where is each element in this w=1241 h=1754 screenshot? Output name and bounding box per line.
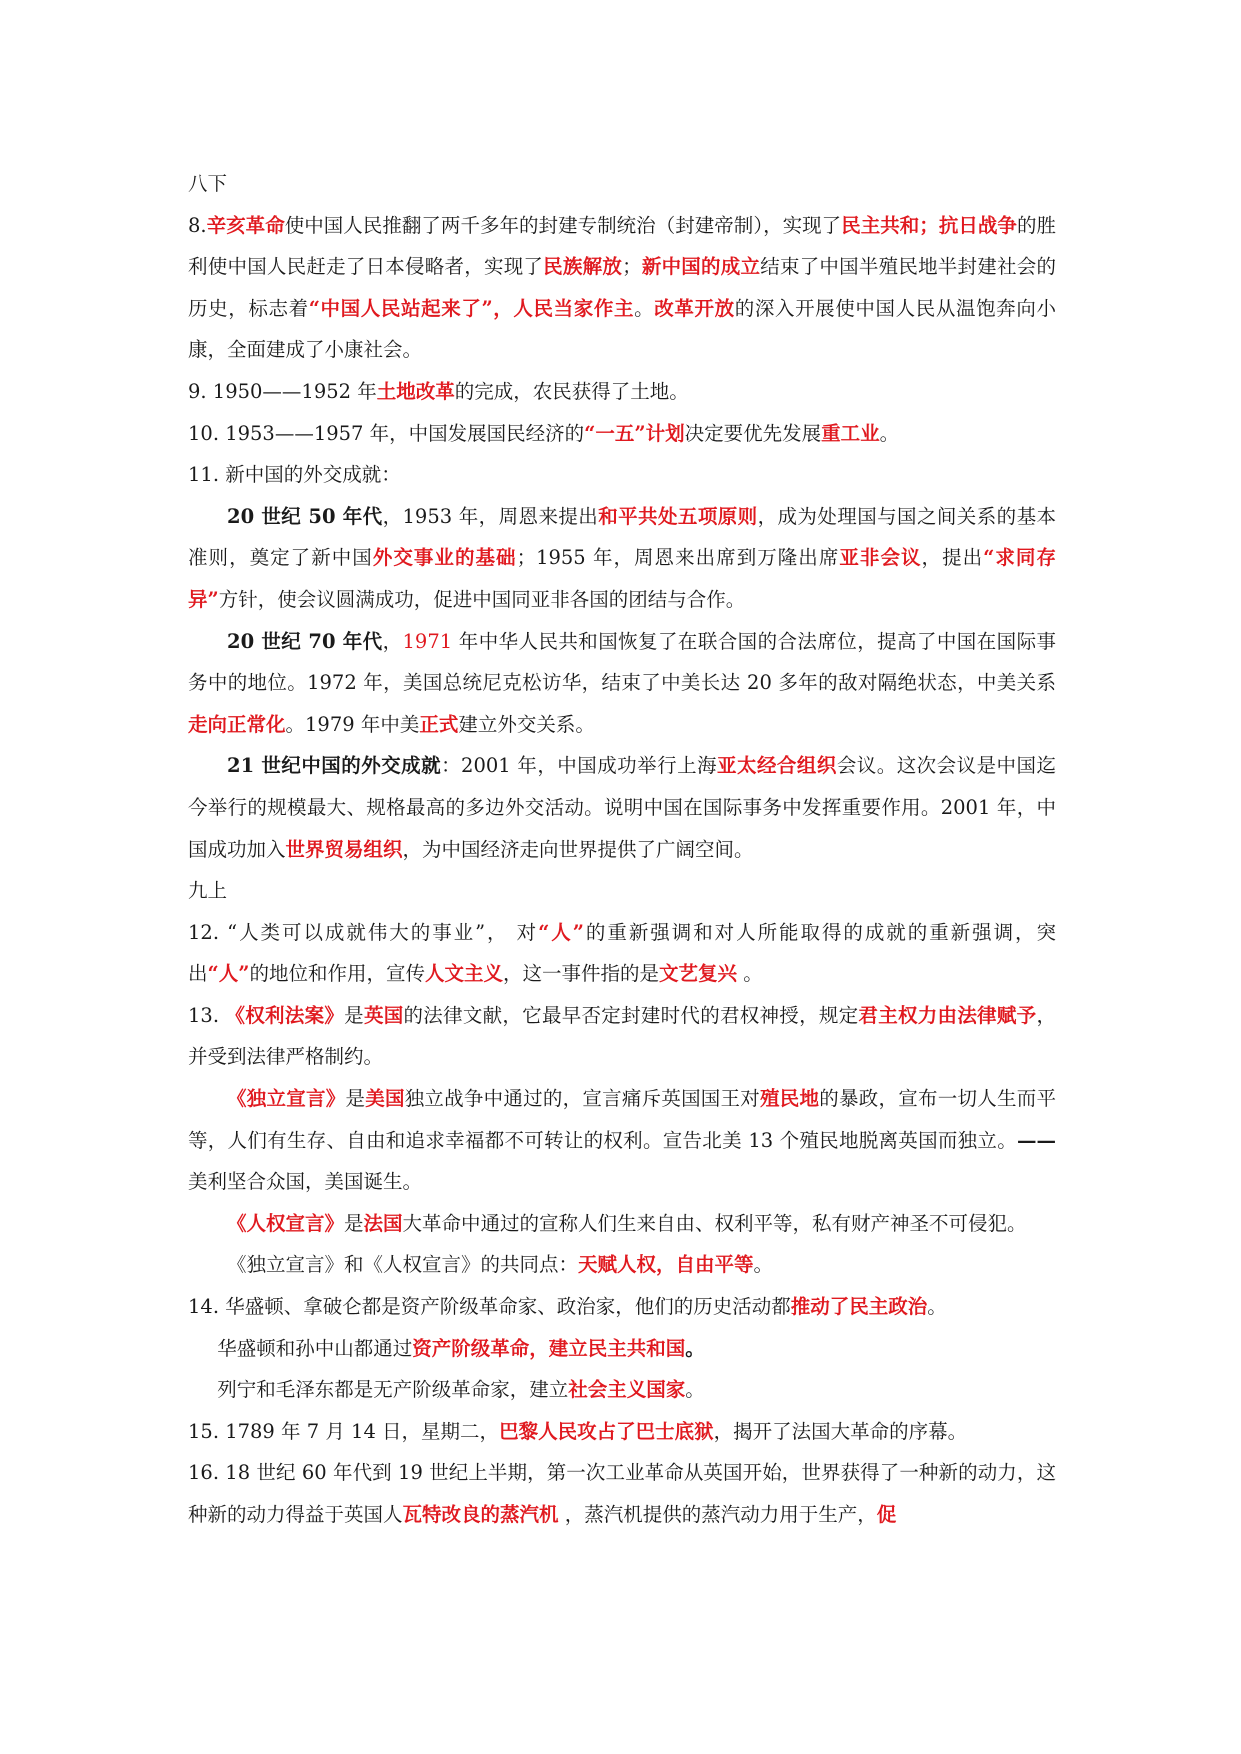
highlight-text: 重工业: [821, 421, 880, 445]
text-run: 。: [685, 1336, 705, 1360]
text-run: 年中华人民共和国恢复了在联合国的合法席位，提高了中国在国际事务中的地位。1972 年，美国总统尼克松访华，结束了中美长达 20 多年的敌对隔绝状态，中美关系: [188, 629, 1056, 695]
text-run: 会议。这次会议是中国迄今举行的规模最大、规格最高的多边外交活动。说明中国在国际事务中发挥重要作用。2001 年，中国成功加入: [188, 754, 1056, 861]
item-13-rights-of-man: [188, 1203, 1056, 1245]
text-run: ；1955 年，周恩来出席到万隆出席: [516, 546, 840, 570]
text-run: 。1979 年中美: [285, 712, 420, 736]
highlight-text: 推动了民主政治: [790, 1295, 928, 1319]
highlight-text: 土地改革: [376, 379, 455, 403]
text-run: 的法律文献，它最早否定封建时代的君权神授，规定: [403, 1003, 859, 1027]
highlight-text: 促: [876, 1503, 897, 1526]
text-run: ，为中国经济走向世界提供了广阔空间。: [402, 837, 754, 861]
text-run: 八下: [188, 172, 228, 195]
highlight-text: 英国: [363, 1003, 404, 1027]
text-run: 11. 新中国的外交成就：: [188, 463, 401, 487]
highlight-text: “一五”计划: [584, 421, 685, 445]
text-run: 20 世纪 50 年代: [227, 504, 383, 528]
text-run: ，揭开了法国大革命的序幕。: [713, 1419, 968, 1443]
item-10: [188, 413, 1056, 455]
item-11: [188, 454, 1056, 496]
text-run: 14. 华盛顿、拿破仑都是资产阶级革命家、政治家，他们的历史活动都: [188, 1295, 791, 1319]
highlight-text: 1971: [402, 629, 453, 653]
highlight-text: 君主权力由法律赋予: [858, 1003, 1037, 1027]
highlight-text: 殖民地: [760, 1087, 820, 1111]
highlight-text: 世界贸易组织: [285, 837, 403, 861]
text-run: 《独立宣言》和《人权宣言》的共同点：: [227, 1253, 579, 1277]
text-run: 。: [685, 1378, 705, 1402]
item-16: [188, 1452, 1056, 1535]
highlight-text: 文艺复兴: [659, 962, 738, 986]
text-run: 。: [879, 421, 900, 445]
text-run: 的胜利使中国人民赶走了日本侵略者，实现了: [188, 213, 1056, 279]
item-15: [188, 1411, 1056, 1453]
highlight-text: 社会主义国家: [568, 1378, 686, 1402]
text-run: 独立战争中通过的，宣言痛斥英国国王对: [404, 1087, 761, 1111]
item-11-21c: [188, 745, 1056, 870]
item-8: [188, 205, 1056, 371]
highlight-text: 新中国的成立: [641, 255, 761, 279]
highlight-text: 民主共和；抗日战争: [841, 213, 1017, 237]
text-run: ，并受到法律严格制约。: [188, 1003, 1056, 1069]
text-run: 21 世纪中国的外交成就: [227, 754, 442, 778]
item-12: [188, 912, 1056, 995]
text-run: 的重新强调和对人所能取得的成就的重新强调，突出: [188, 920, 1056, 986]
highlight-text: “人”: [207, 962, 250, 986]
text-run: 。: [737, 962, 763, 986]
text-run: 大革命中通过的宣称人们生来自由、权利平等，私有财产神圣不可侵犯。: [402, 1211, 1027, 1235]
highlight-text: 亚非会议: [839, 546, 922, 570]
item-11-70s: [188, 621, 1056, 746]
text-run: 12. “人类可以成就伟大的事业”， 对: [188, 920, 539, 944]
text-run: 20 世纪 70 年代: [227, 629, 383, 653]
text-run: 的地位和作用，宣传: [249, 962, 425, 986]
highlight-text: 巴黎人民攻占了巴士底狱: [499, 1419, 714, 1443]
item-14: [188, 1286, 1056, 1328]
text-run: ，这一事件指的是: [502, 962, 659, 986]
text-run: 16. 18 世纪 60 年代到 19 世纪上半期，第一次工业革命从英国开始，世界获得了一种新的动力，这种新的动力得益于英国人: [188, 1461, 1056, 1526]
item-13-common: [188, 1244, 1056, 1286]
item-14-lenin: [188, 1369, 1056, 1411]
text-run: 华盛顿和孙中山都通过: [217, 1336, 413, 1360]
text-run: 美利坚合众国，美国诞生。: [188, 1170, 423, 1194]
text-run: 13.: [188, 1003, 226, 1027]
text-run: 的完成，农民获得了土地。: [454, 379, 689, 403]
text-run: 方针，使会议圆满成功，促进中国同亚非各国的团结与合作。: [218, 587, 746, 611]
text-run: 10. 1953——1957 年，中国发展国民经济的: [188, 421, 585, 445]
text-run: ，成为处理国与国之间关系的基本准则，奠定了新中国: [188, 504, 1056, 570]
highlight-text: 和平共处五项原则: [598, 504, 758, 528]
highlight-text: “求同存异”: [188, 546, 1056, 611]
text-run: 结束了中国半殖民地半封建社会的历史，标志着: [188, 255, 1056, 320]
heading-jiushang: [188, 870, 1056, 912]
highlight-text: 《权利法案》: [225, 1003, 345, 1027]
text-run: 。: [634, 296, 655, 320]
highlight-text: 民族解放: [543, 255, 623, 279]
text-run: 。: [753, 1253, 774, 1277]
highlight-text: 人文主义: [424, 962, 503, 986]
text-run: 。: [927, 1295, 947, 1319]
text-run: 15. 1789 年 7 月 14 日，星期二，: [188, 1419, 500, 1443]
highlight-text: 资产阶级革命，建立民主共和国: [412, 1336, 686, 1360]
heading-baxia: [188, 163, 1056, 205]
item-13-independence: [188, 1078, 1056, 1203]
highlight-text: 亚太经合组织: [717, 754, 837, 778]
text-run: 是: [345, 1087, 366, 1111]
document-body: [188, 163, 1056, 1536]
text-run: ，1953 年，周恩来提出: [382, 504, 599, 528]
highlight-text: 《独立宣言》: [227, 1087, 346, 1111]
text-run: 的深入开展使中国人民从温饱奔向小康，全面建成了小康社会。: [188, 296, 1056, 362]
item-11-50s: [188, 496, 1056, 621]
item-9: [188, 371, 1056, 413]
highlight-text: 《人权宣言》: [227, 1211, 345, 1235]
text-run: ——: [1017, 1128, 1056, 1152]
text-run: 决定要优先发展: [684, 421, 822, 445]
text-run: 8.: [188, 213, 207, 237]
highlight-text: 走向正常化: [188, 712, 286, 736]
text-run: 列宁和毛泽东都是无产阶级革命家，建立: [217, 1378, 569, 1402]
highlight-text: 瓦特改良的蒸汽机: [402, 1503, 559, 1526]
text-run: 的暴政，宣布一切人生而平等，人们有生存、自由和追求幸福都不可转让的权利。宣告北美 13 个殖民地脱离英国而独立。: [188, 1087, 1056, 1152]
text-run: ，蒸汽机提供的蒸汽动力用于生产，: [558, 1503, 877, 1526]
highlight-text: 法国: [363, 1211, 403, 1235]
highlight-text: 改革开放: [654, 296, 735, 320]
text-run: ，提出: [921, 546, 984, 570]
highlight-text: 天赋人权，自由平等: [578, 1253, 754, 1277]
highlight-text: 辛亥革命: [206, 213, 285, 237]
text-run: ，: [382, 629, 403, 653]
highlight-text: 美国: [365, 1087, 405, 1111]
text-run: 是: [344, 1211, 364, 1235]
text-run: ；: [622, 255, 642, 279]
text-run: ：2001 年，中国成功举行上海: [441, 754, 718, 778]
item-13: [188, 995, 1056, 1078]
text-run: 9. 1950——1952 年: [188, 379, 377, 403]
item-14-sun: [188, 1328, 1056, 1370]
text-run: 九上: [188, 879, 228, 903]
highlight-text: 外交事业的基础: [372, 546, 517, 570]
text-run: 是: [344, 1003, 364, 1027]
highlight-text: “人”: [538, 920, 584, 944]
text-run: 使中国人民推翻了两千多年的封建专制统治（封建帝制），实现了: [284, 213, 842, 237]
highlight-text: “中国人民站起来了”，人民当家作主: [308, 296, 635, 320]
highlight-text: 正式: [419, 712, 459, 736]
text-run: 建立外交关系。: [458, 712, 595, 736]
